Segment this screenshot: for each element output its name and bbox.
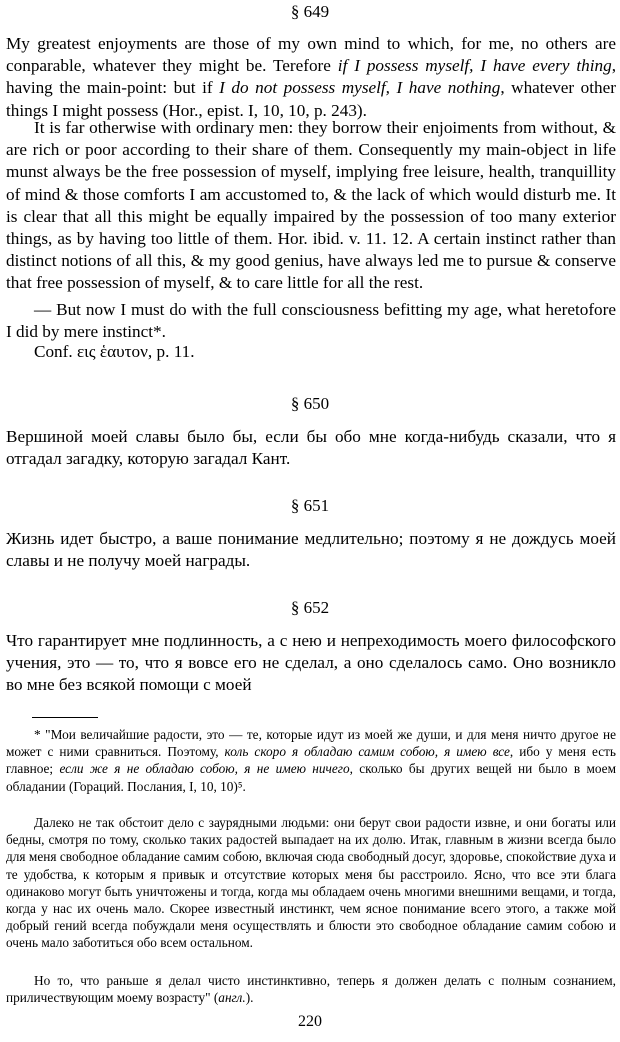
section-649-heading: § 649 [290,2,330,21]
s649-p1-text-3: , whatever other things I might possess (Hor., epist. I, 10, 10, p. 243). [6,78,616,120]
section-649-paragraph-2: It is far otherwise with ordinary men: they borrow their enjoiments from without, & are rich or poor according to their share of them. Consequently my main-object in life munst always be the free possession of myself, implying free leisure, health, tranquillity of mind & those comforts I am accustomed to, & the lack of which would disturb me. It is clear that all this might be equally impaired by the possession of too many exterior things, as by having too little of them. Hor. ibid. v. 11. 12. A certain instinct rather than distinct notions of all this, & my good genius, have always led me to pursue & conserve that free possession of myself, & to care little for all the rest. [6,118,616,293]
s649-p1-text-2: , having the main-point: but if [6,56,616,98]
footnote-paragraph-2: Далеко не так обстоит дело с заурядными людьми: они берут свои радости извне, и они богаты или бедны, смотря по тому, сколько таких радостей выпадает на их долю. Итак, главным в жизни всегда было для меня свободное обладание самим собою, включая сюда свободный досуг, здоровье, спокойствие духа и те удобства, к которым я привык и отсутствие которых меня бы расстроило. Ясно, что все эти блага одинаково могут быть уничтожены и тогда, когда мы обладаем очень многими внешними вещами, и тогда, когда у нас их очень мало. Скорее известный инстинкт, чем ясное понимание всего этого, а также мой добрый гений всегда побуждали меня осуществлять и блюсти это свободное обладание самим собою и очень мало заботиться обо всем остальном. [6,815,616,951]
s649-p1-italic-1: if I possess myself, I have every thing [337,56,612,76]
section-650-text: Вершиной моей славы было бы, если бы обо мне когда-нибудь сказали, что я отгадал загадку, которую загадал Кант. [6,427,616,469]
fn-p3-text-2: ). [245,990,254,1006]
footnote-separator [32,717,98,718]
fn-p3-text-1: Но то, что раньше я делал чисто инстинктивно, теперь я должен делать с полным сознанием, приличествующим моему возрасту" ( [6,973,616,1006]
fn-p1-text-1: * "Мои величайшие радости, это — те, которые идут из моей же души, и для меня ничто другое не может с ними сравниться. Поэтому, [6,727,616,760]
page-number: 220 [298,1013,322,1030]
section-651-heading: § 651 [290,496,330,515]
s649-p1-text-1: My greatest enjoyments are those of my own mind to which, for me, no others are conparable, whatever they might be. Terefore [6,34,616,76]
fn-p1-italic-2: если же я не обладаю собою, я не имею ничего [59,761,350,777]
fn-p1-text-2: , ибо у меня есть главное; [6,744,616,777]
section-651-text: Жизнь идет быстро, а ваше понимание медлительно; поэтому я не дождусь моей славы и не получу моей награды. [6,529,616,571]
s649-p1-italic-2: I do not possess myself, I have nothing [219,78,501,98]
section-652-heading: § 652 [290,598,330,617]
section-652-text: Что гарантирует мне подлинность, а с нею и непреходимость моего философского учения, это — то, что я вовсе его не сделал, а оно сделалось само. Оно возникло во мне без всякой помощи с моей [6,631,616,695]
section-649-paragraph-1 [6,33,616,122]
fn-p1-italic-1: коль скоро я обладаю самим собою, я имею все [224,744,510,760]
section-649-paragraph-4: Conf. εις ἑαυτον, p. 11. [34,342,195,361]
section-650-heading: § 650 [290,394,330,413]
fn-p1-text-3: , сколько бы других вещей ни было в моем обладании (Гораций. Послания, I, 10, 10)⁵. [6,761,616,794]
footnote-paragraph-3 [6,972,616,1006]
section-649-paragraph-3: — But now I must do with the full consciousness befitting my age, what heretofore I did by mere instinct*. [6,300,616,342]
footnote-paragraph-1 [6,726,616,795]
fn-p3-italic-1: англ. [218,990,246,1006]
